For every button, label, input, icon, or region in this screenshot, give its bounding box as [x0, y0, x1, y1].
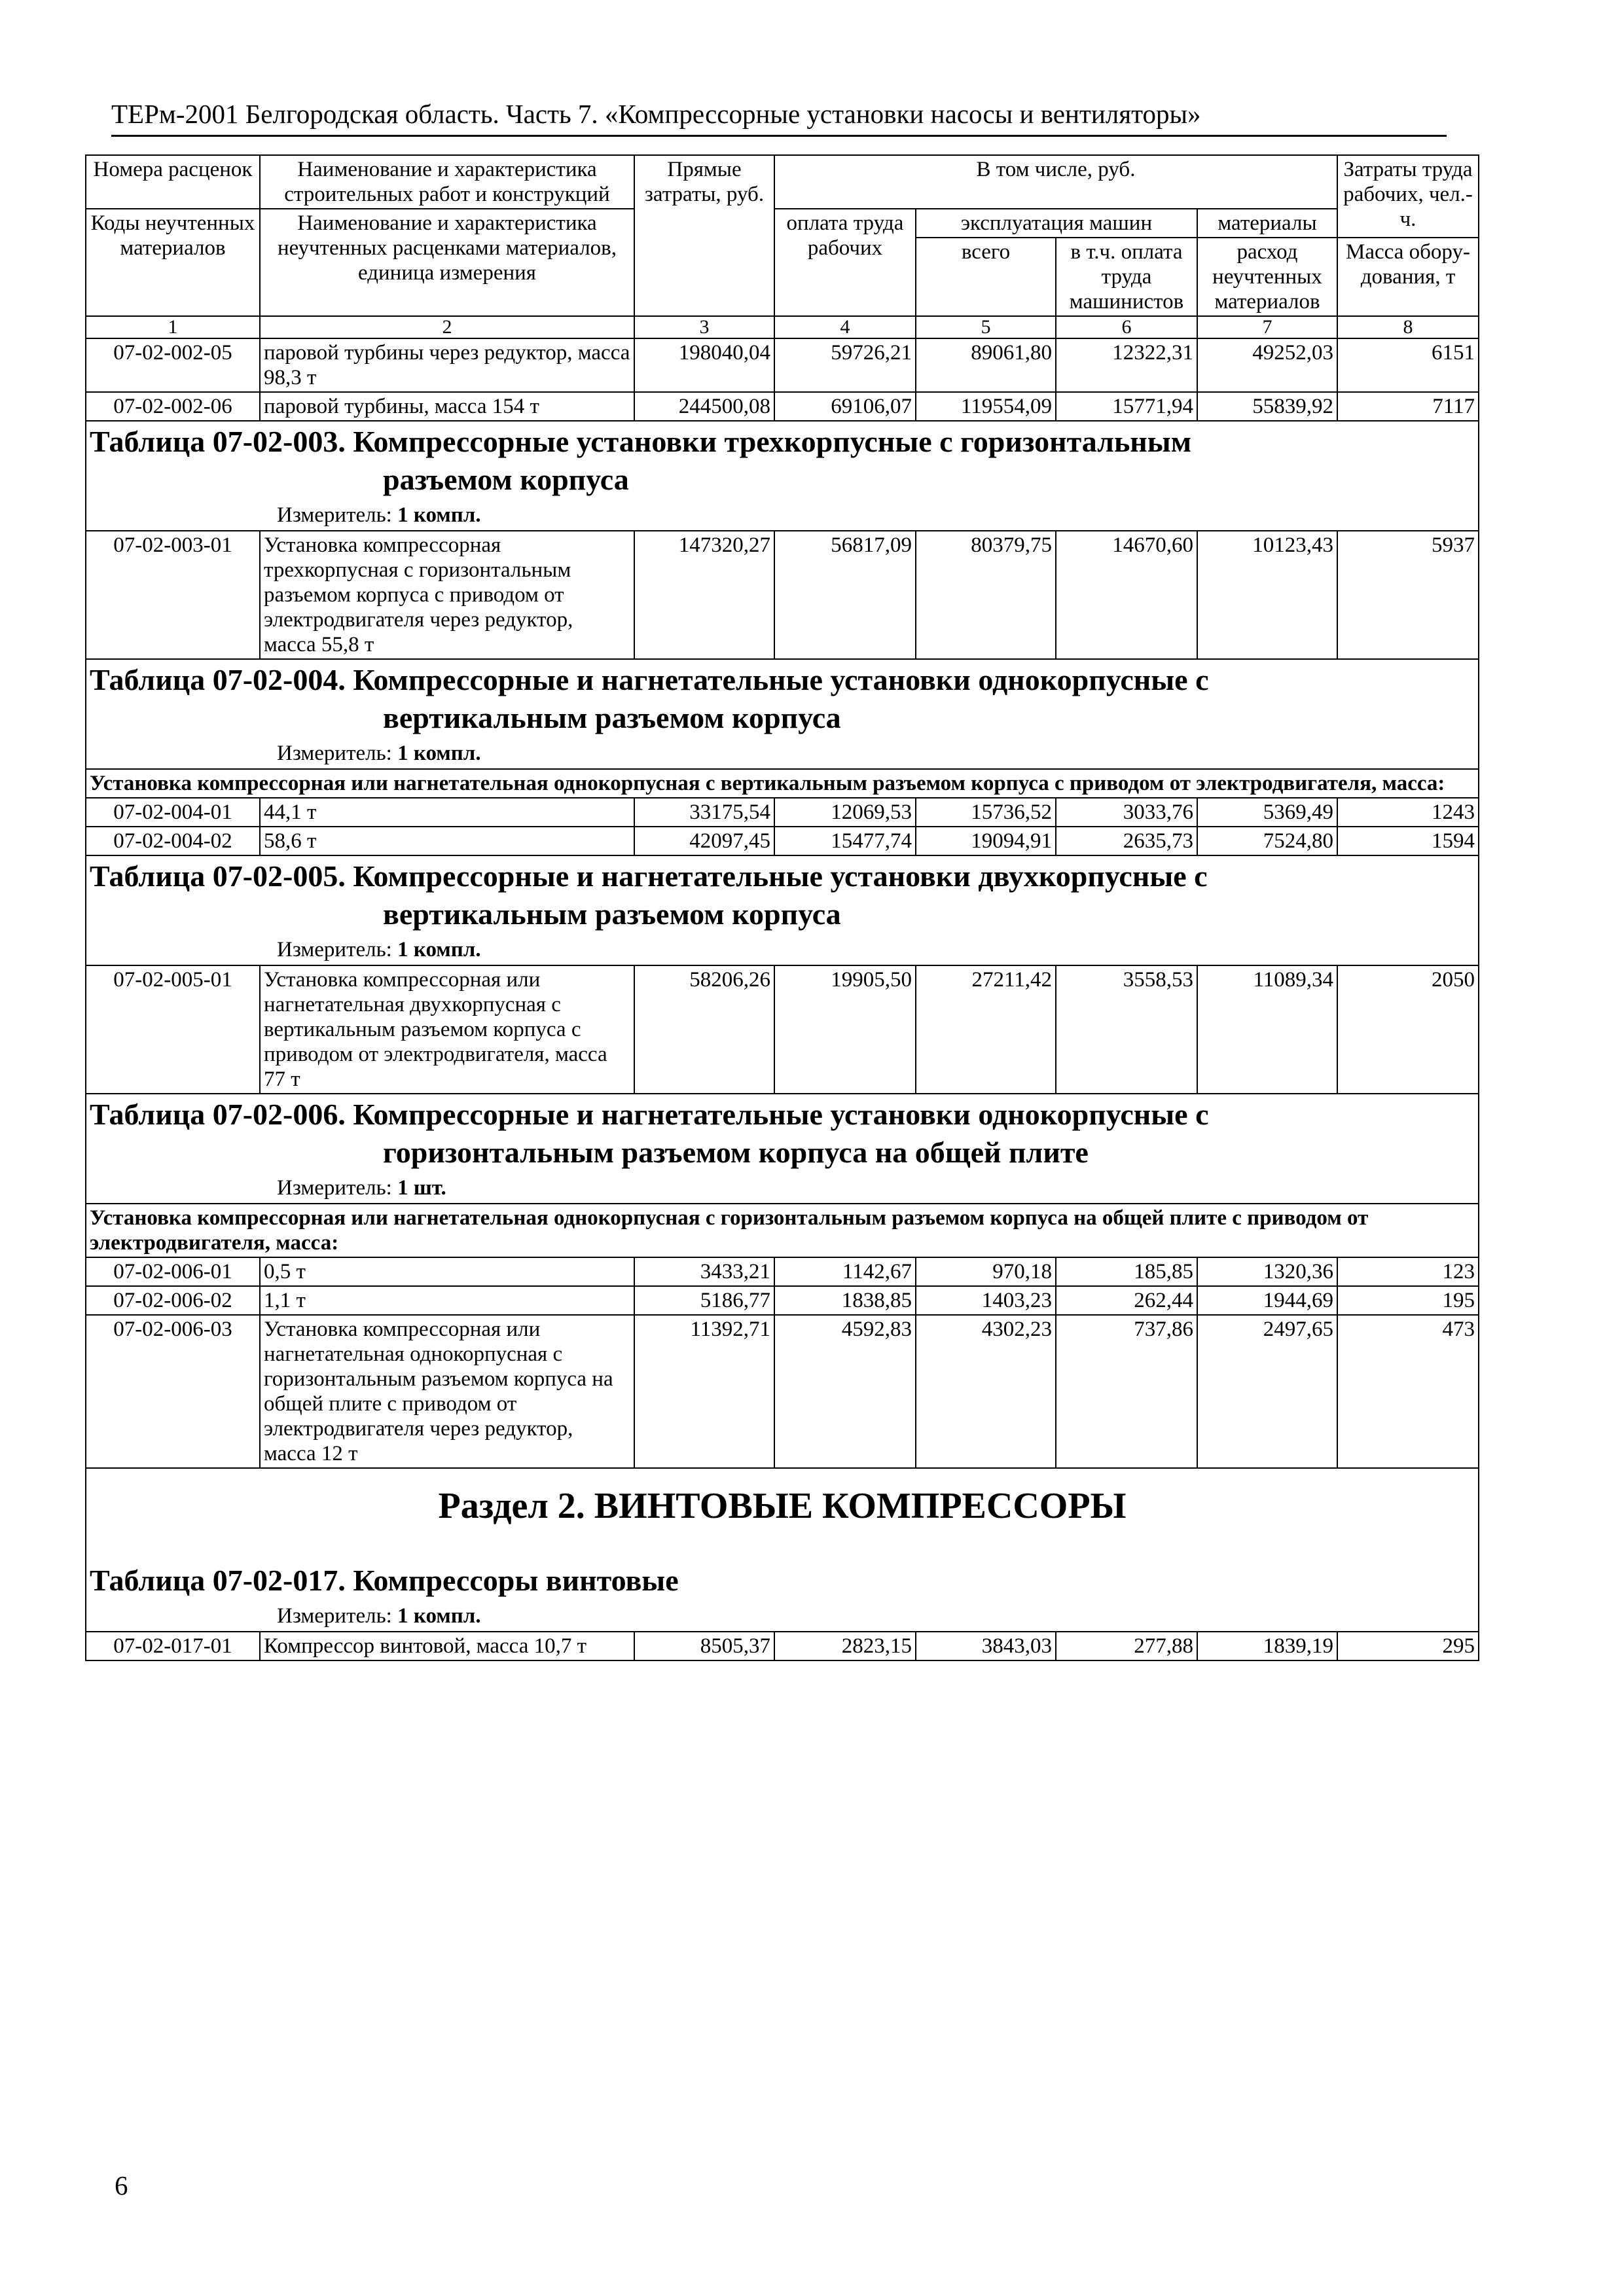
rate-code: 07-02-004-02: [86, 827, 260, 855]
rate-value: 58206,26: [634, 965, 774, 1094]
rate-value: 59726,21: [774, 338, 916, 392]
section-heading: [86, 1468, 1479, 1632]
column-index: 4: [774, 316, 916, 338]
rate-code: 07-02-006-03: [86, 1315, 260, 1468]
table-title-line-2: вертикальным разъемом корпуса: [383, 701, 841, 734]
table-row: [86, 531, 1479, 659]
rate-value: 55839,92: [1197, 392, 1337, 421]
table-title-line-1: Таблица 07-02-006. Компрессорные и нагнетательные установки однокорпусные с: [90, 1098, 1209, 1131]
rate-value: 1142,67: [774, 1257, 916, 1286]
rate-value: 3558,53: [1056, 965, 1197, 1094]
col-worker-pay: оплата труда рабочих: [774, 209, 916, 316]
rate-value: 2635,73: [1056, 827, 1197, 855]
table-title-line-1: Таблица 07-02-017. Компрессоры винтовые: [90, 1564, 679, 1597]
col-unaccounted-materials: расход неучтенных материалов: [1197, 238, 1337, 316]
rate-value: 7117: [1337, 392, 1479, 421]
rate-value: 2823,15: [774, 1632, 916, 1660]
rate-name: Установка компрессорная или нагнетательная однокорпусная с горизонтальным разъемом корпуса на общей плите с приводом от электродвигателя через редуктор, масса 12 т: [260, 1315, 634, 1468]
rate-value: 4592,83: [774, 1315, 916, 1468]
measure-unit: [90, 740, 1475, 767]
rate-value: 1320,36: [1197, 1257, 1337, 1286]
section-heading: [86, 421, 1479, 531]
rate-value: 5369,49: [1197, 798, 1337, 827]
measure-value: 1 компл.: [397, 742, 481, 765]
column-index: 6: [1056, 316, 1197, 338]
measure-value: 1 компл.: [397, 938, 481, 961]
col-including: В том числе, руб.: [774, 155, 1337, 209]
rate-value: 4302,23: [916, 1315, 1056, 1468]
group-heading: Установка компрессорная или нагнетательная однокорпусная с горизонтальным разъемом корпуса на общей плите с приводом от электродвигателя, масса:: [86, 1204, 1479, 1257]
rate-value: 1839,19: [1197, 1632, 1337, 1660]
rate-value: 119554,09: [916, 392, 1056, 421]
rate-value: 1243: [1337, 798, 1479, 827]
rate-value: 737,86: [1056, 1315, 1197, 1468]
rate-value: 11392,71: [634, 1315, 774, 1468]
rate-value: 1838,85: [774, 1286, 916, 1315]
rate-value: 15736,52: [916, 798, 1056, 827]
table-title-line-2: разъемом корпуса: [383, 463, 629, 496]
measure-label: Измеритель:: [277, 938, 392, 961]
measure-label: Измеритель:: [277, 503, 392, 527]
table-title-line-1: Таблица 07-02-005. Компрессорные и нагнетательные установки двухкорпусные с: [90, 859, 1208, 893]
section-heading: [86, 855, 1479, 965]
table-title-line-1: Таблица 07-02-003. Компрессорные установки трехкорпусные с горизонтальным: [90, 425, 1192, 458]
column-index: 8: [1337, 316, 1479, 338]
col-equipment-mass: Масса обору-дования, т: [1337, 238, 1479, 316]
rate-value: 1594: [1337, 827, 1479, 855]
rate-value: 69106,07: [774, 392, 916, 421]
rate-name: Компрессор винтовой, масса 10,7 т: [260, 1632, 634, 1660]
rate-value: 1403,23: [916, 1286, 1056, 1315]
column-index: 2: [260, 316, 634, 338]
section-row: [86, 1468, 1479, 1632]
rate-value: 15771,94: [1056, 392, 1197, 421]
rate-value: 19094,91: [916, 827, 1056, 855]
rate-value: 5937: [1337, 531, 1479, 659]
col-materials: материалы: [1197, 209, 1337, 238]
rate-name: 1,1 т: [260, 1286, 634, 1315]
rate-value: 198040,04: [634, 338, 774, 392]
table-title: [90, 661, 1475, 737]
section-row: [86, 855, 1479, 965]
section-row: [86, 421, 1479, 531]
section-heading: [86, 659, 1479, 769]
col-rate-number: Номера расценок: [86, 155, 260, 209]
rate-value: 80379,75: [916, 531, 1056, 659]
col-material-name: Наименование и характеристика неучтенных расценками материалов, единица измерения: [260, 209, 634, 316]
rate-value: 3433,21: [634, 1257, 774, 1286]
table-title-line-2: горизонтальным разъемом корпуса на общей плите: [383, 1136, 1089, 1169]
rate-name: 58,6 т: [260, 827, 634, 855]
rate-value: 185,85: [1056, 1257, 1197, 1286]
table-title: [90, 1096, 1475, 1172]
rate-code: 07-02-017-01: [86, 1632, 260, 1660]
part-title: Раздел 2. ВИНТОВЫЕ КОМПРЕССОРЫ: [438, 1486, 1127, 1526]
rate-code: 07-02-003-01: [86, 531, 260, 659]
rate-value: 195: [1337, 1286, 1479, 1315]
rate-value: 3033,76: [1056, 798, 1197, 827]
table-row: [86, 392, 1479, 421]
group-heading: Установка компрессорная или нагнетательная однокорпусная с вертикальным разъемом корпуса с приводом от электродвигателя, масса:: [86, 769, 1479, 798]
rate-value: 262,44: [1056, 1286, 1197, 1315]
rate-value: 11089,34: [1197, 965, 1337, 1094]
section-heading: [86, 1094, 1479, 1204]
rate-value: 277,88: [1056, 1632, 1197, 1660]
rate-value: 12069,53: [774, 798, 916, 827]
col-labor-costs: Затраты труда рабочих, чел.-ч.: [1337, 155, 1479, 238]
col-machines: эксплуатация машин: [916, 209, 1197, 238]
rate-value: 970,18: [916, 1257, 1056, 1286]
measure-label: Измеритель:: [277, 1176, 392, 1200]
rate-value: 14670,60: [1056, 531, 1197, 659]
table-row: [86, 338, 1479, 392]
rate-code: 07-02-002-05: [86, 338, 260, 392]
rate-code: 07-02-002-06: [86, 392, 260, 421]
rate-value: 2497,65: [1197, 1315, 1337, 1468]
rate-name: Установка компрессорная или нагнетательная двухкорпусная с вертикальным разъемом корпуса с приводом от электродвигателя, масса 77 т: [260, 965, 634, 1094]
rate-value: 12322,31: [1056, 338, 1197, 392]
rate-value: 6151: [1337, 338, 1479, 392]
column-index: 5: [916, 316, 1056, 338]
header-row-2: [86, 209, 1479, 238]
column-index-row: [86, 316, 1479, 338]
rate-value: 33175,54: [634, 798, 774, 827]
measure-unit: [90, 1602, 1475, 1630]
page-number: 6: [115, 2170, 128, 2200]
table-title-line-2: вертикальным разъемом корпуса: [383, 897, 841, 931]
col-direct-costs: Прямые затраты, руб.: [634, 155, 774, 316]
rate-value: 15477,74: [774, 827, 916, 855]
rates-table: [85, 154, 1479, 1661]
measure-unit: [90, 501, 1475, 529]
group-row: [86, 1204, 1479, 1257]
measure-value: 1 компл.: [397, 1604, 481, 1628]
table-row: [86, 1632, 1479, 1660]
column-index: 1: [86, 316, 260, 338]
rate-value: 147320,27: [634, 531, 774, 659]
rate-value: 89061,80: [916, 338, 1056, 392]
rate-name: Установка компрессорная трехкорпусная с горизонтальным разъемом корпуса с приводом от электродвигателя через редуктор, масса 55,8 т: [260, 531, 634, 659]
table-title: [90, 423, 1475, 499]
rate-value: 7524,80: [1197, 827, 1337, 855]
section-row: [86, 1094, 1479, 1204]
col-material-codes: Коды неучтенных материалов: [86, 209, 260, 316]
measure-unit: [90, 936, 1475, 963]
rate-value: 3843,03: [916, 1632, 1056, 1660]
rate-name: 44,1 т: [260, 798, 634, 827]
rate-value: 295: [1337, 1632, 1479, 1660]
table-title-line-1: Таблица 07-02-004. Компрессорные и нагнетательные установки однокорпусные с: [90, 663, 1209, 696]
table-title: [90, 1562, 1475, 1600]
measure-label: Измеритель:: [277, 1604, 392, 1628]
measure-label: Измеритель:: [277, 742, 392, 765]
rate-name: 0,5 т: [260, 1257, 634, 1286]
col-machines-total: всего: [916, 238, 1056, 316]
section-row: [86, 659, 1479, 769]
table-row: [86, 827, 1479, 855]
column-index: 3: [634, 316, 774, 338]
table-row: [86, 798, 1479, 827]
table-row: [86, 1286, 1479, 1315]
rate-code: 07-02-006-02: [86, 1286, 260, 1315]
header-row-1: [86, 155, 1479, 209]
rate-value: 49252,03: [1197, 338, 1337, 392]
table-title: [90, 857, 1475, 933]
rate-value: 123: [1337, 1257, 1479, 1286]
page-header: ТЕРм-2001 Белгородская область. Часть 7. «Компрессорные установки насосы и вентиляторы»: [111, 97, 1447, 137]
measure-value: 1 компл.: [397, 503, 481, 527]
rate-value: 19905,50: [774, 965, 916, 1094]
rate-value: 8505,37: [634, 1632, 774, 1660]
rate-name: паровой турбины через редуктор, масса 98,3 т: [260, 338, 634, 392]
group-row: [86, 769, 1479, 798]
rate-value: 244500,08: [634, 392, 774, 421]
rate-value: 42097,45: [634, 827, 774, 855]
col-work-name: Наименование и характеристика строительных работ и конструкций: [260, 155, 634, 209]
rate-code: 07-02-005-01: [86, 965, 260, 1094]
rate-value: 1944,69: [1197, 1286, 1337, 1315]
rate-name: паровой турбины, масса 154 т: [260, 392, 634, 421]
rate-value: 56817,09: [774, 531, 916, 659]
rate-value: 5186,77: [634, 1286, 774, 1315]
column-index: 7: [1197, 316, 1337, 338]
table-row: [86, 1315, 1479, 1468]
col-operator-pay: в т.ч. оплата труда машинистов: [1056, 238, 1197, 316]
table-row: [86, 965, 1479, 1094]
rate-value: 2050: [1337, 965, 1479, 1094]
rate-code: 07-02-004-01: [86, 798, 260, 827]
rate-value: 10123,43: [1197, 531, 1337, 659]
rate-value: 27211,42: [916, 965, 1056, 1094]
rate-code: 07-02-006-01: [86, 1257, 260, 1286]
measure-unit: [90, 1174, 1475, 1202]
rate-value: 473: [1337, 1315, 1479, 1468]
table-row: [86, 1257, 1479, 1286]
measure-value: 1 шт.: [397, 1176, 446, 1200]
